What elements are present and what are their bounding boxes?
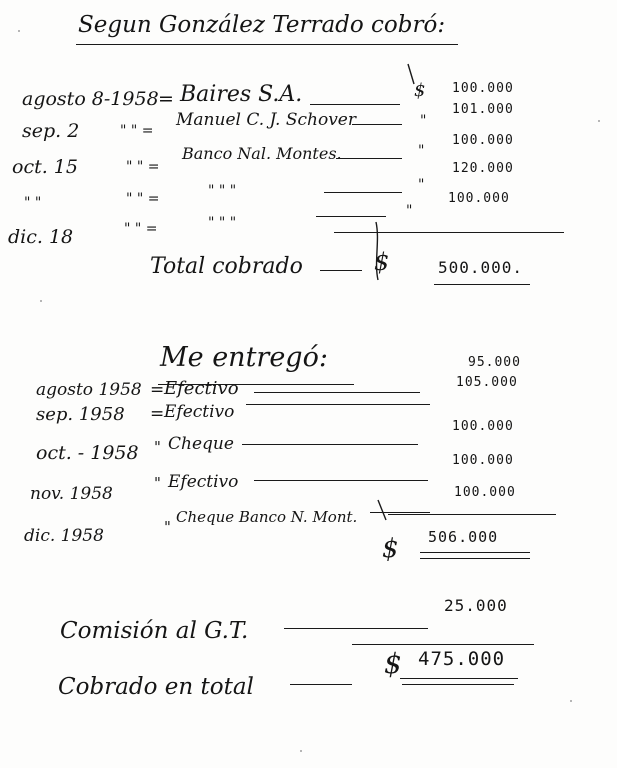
cobrado-total-label: Cobrado en total bbox=[58, 674, 254, 700]
cobro-guide-line bbox=[336, 158, 402, 159]
cobro-moneda: " bbox=[420, 113, 427, 129]
cobro-separador: " " = bbox=[120, 123, 154, 139]
cobro-concepto: " " " bbox=[208, 215, 237, 231]
cobro-moneda: " bbox=[406, 203, 413, 219]
scan-speck bbox=[570, 700, 572, 702]
comision-guide-line bbox=[284, 628, 428, 629]
entrega-guide-line bbox=[370, 512, 430, 513]
cobro-importe: 100.000 bbox=[452, 133, 514, 148]
cobro-moneda: $ bbox=[414, 80, 426, 101]
total-cobrado-dash bbox=[320, 270, 362, 271]
entrega-separador: = bbox=[150, 404, 165, 424]
entrego-total-underline bbox=[420, 558, 530, 559]
entrega-separador: " bbox=[164, 518, 171, 536]
entrega-importe: 100.000 bbox=[452, 419, 514, 434]
comision-importe: 25.000 bbox=[444, 596, 508, 615]
cobrado-total-underline bbox=[400, 678, 518, 679]
cobro-fecha: " " bbox=[24, 195, 42, 211]
entrego-title: Me entregó: bbox=[160, 342, 328, 373]
cobrado-total-moneda: $ bbox=[384, 647, 402, 680]
cobros-sum-rule bbox=[334, 232, 564, 233]
entrega-separador: = bbox=[150, 380, 165, 400]
entrega-fecha: sep. 1958 bbox=[36, 404, 125, 425]
entrega-fecha: agosto 1958 bbox=[36, 380, 142, 400]
total-cobrado-importe: 500.000. bbox=[438, 258, 524, 277]
cobro-fecha: dic. 18 bbox=[8, 226, 74, 248]
entrega-guide-line bbox=[254, 480, 428, 481]
cobro-guide-line bbox=[352, 124, 402, 125]
cobrado-total-guide-line bbox=[290, 684, 352, 685]
comision-sum-rule bbox=[352, 644, 534, 645]
entrega-concepto: Efectivo bbox=[168, 472, 239, 492]
total-cobrado-underline bbox=[434, 284, 530, 285]
cobro-fecha: oct. 15 bbox=[12, 156, 78, 178]
entrega-separador: " bbox=[154, 474, 161, 492]
entrego-moneda: $ bbox=[382, 534, 399, 564]
total-cobrado-moneda: $ bbox=[374, 248, 390, 276]
page-title: Segun González Terrado cobró: bbox=[78, 12, 446, 38]
cobro-moneda: " bbox=[418, 177, 425, 193]
scan-speck bbox=[598, 120, 600, 122]
entrego-total-underline bbox=[420, 552, 530, 553]
entrega-concepto: Efectivo bbox=[164, 378, 239, 399]
cobro-concepto: Banco Nal. Montes. bbox=[182, 144, 342, 163]
entrega-separador: " bbox=[154, 438, 161, 456]
entrega-guide-line bbox=[254, 392, 420, 393]
entrega-importe: 100.000 bbox=[452, 453, 514, 468]
cobro-guide-line bbox=[324, 192, 402, 193]
entrega-importe: 95.000 bbox=[468, 355, 521, 370]
scan-speck bbox=[300, 750, 302, 752]
entrega-concepto: Efectivo bbox=[164, 402, 235, 422]
cobro-importe: 120.000 bbox=[452, 161, 514, 176]
entrega-fecha: nov. 1958 bbox=[30, 484, 113, 504]
cobrado-total-importe: 475.000 bbox=[418, 648, 506, 670]
entrega-concepto: Cheque bbox=[168, 434, 234, 454]
entrega-concepto: Cheque Banco N. Mont. bbox=[176, 508, 358, 526]
cobro-importe: 100.000 bbox=[452, 81, 514, 96]
cobro-importe: 101.000 bbox=[452, 102, 514, 117]
cobro-fecha: agosto 8-1958 bbox=[22, 88, 159, 110]
entrega-importe: 105.000 bbox=[456, 375, 518, 390]
scan-speck bbox=[18, 30, 20, 32]
cobrado-total-underline bbox=[402, 684, 514, 685]
cobro-concepto: " " " bbox=[208, 183, 237, 199]
cobro-separador: " " = bbox=[126, 159, 160, 175]
entrega-fecha: oct. - 1958 bbox=[36, 442, 139, 464]
total-cobrado-label: Total cobrado bbox=[150, 254, 303, 279]
cobro-importe: 100.000 bbox=[448, 191, 510, 206]
cobro-guide-line bbox=[310, 104, 400, 105]
entrego-sum-rule bbox=[388, 514, 556, 515]
title-underline bbox=[76, 44, 458, 45]
entrega-guide-line bbox=[242, 444, 418, 445]
cobro-guide-line bbox=[316, 216, 386, 217]
cobro-concepto: Manuel C. J. Schover bbox=[176, 110, 356, 130]
entrego-total: 506.000 bbox=[428, 528, 499, 546]
cobro-separador: = bbox=[158, 88, 174, 110]
entrega-importe: 100.000 bbox=[454, 485, 516, 500]
cobro-separador: " " = bbox=[126, 191, 160, 207]
comision-label: Comisión al G.T. bbox=[60, 618, 249, 644]
entrega-fecha: dic. 1958 bbox=[24, 526, 104, 546]
cobro-fecha: sep. 2 bbox=[22, 120, 80, 142]
scan-speck bbox=[40, 300, 42, 302]
cobro-separador: " " = bbox=[124, 221, 158, 237]
cobro-concepto: Baires S.A. bbox=[180, 82, 303, 107]
entrega-guide-line bbox=[246, 404, 430, 405]
cobro-moneda: " bbox=[418, 143, 425, 159]
